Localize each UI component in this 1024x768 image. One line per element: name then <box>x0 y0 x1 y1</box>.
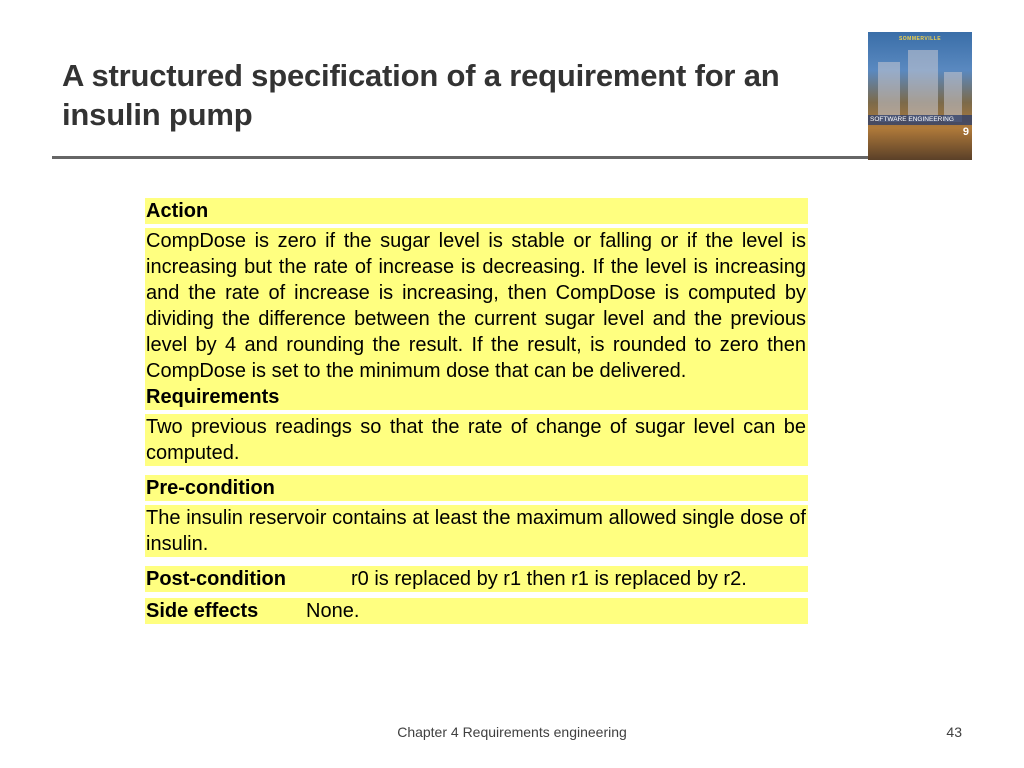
book-cover-image <box>868 32 972 160</box>
cover-building-shape <box>878 62 900 122</box>
cover-building-shape <box>908 50 938 122</box>
postcondition-label: Post-condition <box>146 568 286 590</box>
cover-author: SOMMERVILLE <box>898 36 942 42</box>
side-effects-row <box>145 598 808 624</box>
precondition-text: The insulin reservoir contains at least the maximum allowed single dose of insulin. <box>146 507 806 555</box>
action-label: Action <box>145 198 808 224</box>
spec-table <box>145 198 808 624</box>
title-divider <box>52 156 870 159</box>
slide-title: A structured specification of a requirement for an insulin pump <box>62 58 780 132</box>
postcondition-text: r0 is replaced by r1 then r1 is replaced by r2. <box>351 568 747 590</box>
precondition-label: Pre-condition <box>145 475 808 501</box>
postcondition-row <box>145 566 808 592</box>
requirements-label: Requirements <box>146 386 280 408</box>
requirements-text: Two previous readings so that the rate of change of sugar level can be computed. <box>146 416 806 464</box>
side-effects-label: Side effects <box>146 600 259 622</box>
action-text-body: CompDose is zero if the sugar level is stable or falling or if the level is increasing but the rate of increase is decreasing. If the level is increasing and the rate of increase is increasing, then CompDose is computed by dividing the difference between the current sugar level and the previous level by 4 and rounding the result. If the result, is rounded to zero then CompDose is set to the minimum dose that can be delivered. <box>146 230 806 382</box>
cover-edition: 9 <box>962 126 969 138</box>
action-text <box>145 228 808 410</box>
side-effects-text: None. <box>306 600 360 622</box>
cover-title: SOFTWARE ENGINEERING <box>870 116 954 123</box>
page-number: 43 <box>946 724 962 740</box>
slide-footer: Chapter 4 Requirements engineering <box>397 724 627 740</box>
